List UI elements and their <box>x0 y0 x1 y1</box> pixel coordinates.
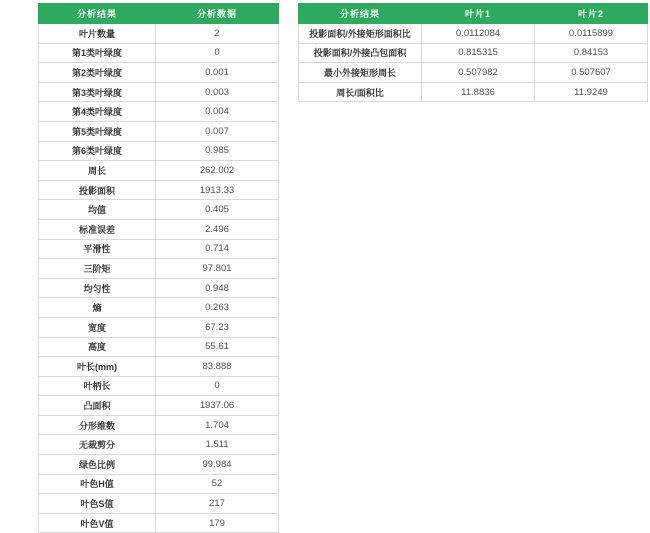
metric-label: 第5类叶绿度 <box>39 121 156 141</box>
metric-value: 0.985 <box>156 141 279 161</box>
table-row <box>39 121 279 141</box>
leaf1-value: 0.815315 <box>422 43 535 63</box>
column-header-analysis-result: 分析结果 <box>299 4 422 24</box>
metric-value: 0 <box>156 376 279 396</box>
leaf1-value: 0.0112084 <box>422 24 535 44</box>
right-table-header-row <box>299 4 648 24</box>
metric-label: 周长/面积比 <box>299 82 422 102</box>
metric-label: 叶片数量 <box>39 24 156 44</box>
metric-label: 周长 <box>39 161 156 181</box>
leaf2-value: 0.0115899 <box>535 24 648 44</box>
table-row <box>39 200 279 220</box>
table-row <box>39 278 279 298</box>
leaf1-value: 11.8836 <box>422 82 535 102</box>
metric-label: 第3类叶绿度 <box>39 82 156 102</box>
right-comparison-table <box>298 3 648 102</box>
left-table-header-row <box>39 4 279 24</box>
metric-value: 52 <box>156 474 279 494</box>
table-row <box>39 357 279 377</box>
table-row <box>39 337 279 357</box>
metric-label: 第6类叶绿度 <box>39 141 156 161</box>
metric-value: 1937.06 <box>156 396 279 416</box>
metric-label: 标准误差 <box>39 219 156 239</box>
metric-label: 叶柄长 <box>39 376 156 396</box>
table-row <box>39 455 279 475</box>
table-row <box>39 82 279 102</box>
leaf2-value: 11.9249 <box>535 82 648 102</box>
metric-label: 无裁剪分 <box>39 435 156 455</box>
table-row <box>39 435 279 455</box>
table-row <box>39 298 279 318</box>
metric-value: 55.61 <box>156 337 279 357</box>
metric-value: 67.23 <box>156 317 279 337</box>
metric-label: 叶色S值 <box>39 494 156 514</box>
table-row <box>39 415 279 435</box>
metric-label: 平滑性 <box>39 239 156 259</box>
leaf2-value: 0.507607 <box>535 63 648 83</box>
metric-value: 83.888 <box>156 357 279 377</box>
column-header-leaf2: 叶片2 <box>535 4 648 24</box>
metric-value: 0 <box>156 43 279 63</box>
table-row <box>39 376 279 396</box>
table-row <box>39 259 279 279</box>
table-row <box>39 494 279 514</box>
metric-value: 2 <box>156 24 279 44</box>
metric-value: 99.984 <box>156 455 279 475</box>
metric-value: 0.001 <box>156 63 279 83</box>
metric-value: 1913.33 <box>156 180 279 200</box>
metric-label: 凸面积 <box>39 396 156 416</box>
table-row <box>39 161 279 181</box>
table-row <box>39 239 279 259</box>
metric-value: 217 <box>156 494 279 514</box>
metric-value: 0.004 <box>156 102 279 122</box>
metric-label: 叶色V值 <box>39 513 156 533</box>
metric-label: 第2类叶绿度 <box>39 63 156 83</box>
metric-label: 绿色比例 <box>39 455 156 475</box>
left-table-body <box>39 24 279 533</box>
metric-label: 均值 <box>39 200 156 220</box>
table-row <box>39 43 279 63</box>
metric-value: 0.003 <box>156 82 279 102</box>
table-row <box>39 219 279 239</box>
table-row <box>39 24 279 44</box>
table-row <box>299 24 648 44</box>
table-row <box>39 141 279 161</box>
metric-value: 0.405 <box>156 200 279 220</box>
metric-label: 三阶矩 <box>39 259 156 279</box>
table-row <box>39 513 279 533</box>
table-row <box>299 82 648 102</box>
column-header-leaf1: 叶片1 <box>422 4 535 24</box>
table-row <box>39 396 279 416</box>
table-row <box>299 43 648 63</box>
metric-label: 高度 <box>39 337 156 357</box>
metric-label: 第1类叶绿度 <box>39 43 156 63</box>
leaf2-value: 0.84153 <box>535 43 648 63</box>
table-row <box>39 474 279 494</box>
metric-label: 投影面积/外接凸包面积 <box>299 43 422 63</box>
metric-value: 0.263 <box>156 298 279 318</box>
metric-label: 宽度 <box>39 317 156 337</box>
metric-label: 叶长(mm) <box>39 357 156 377</box>
table-row <box>39 63 279 83</box>
metric-value: 2.496 <box>156 219 279 239</box>
right-table-body <box>299 24 648 102</box>
metric-value: 262.002 <box>156 161 279 181</box>
leaf1-value: 0.507982 <box>422 63 535 83</box>
metric-value: 0.007 <box>156 121 279 141</box>
metric-label: 投影面积/外接矩形面积比 <box>299 24 422 44</box>
metric-label: 最小外接矩形周长 <box>299 63 422 83</box>
table-row <box>299 63 648 83</box>
metric-label: 第4类叶绿度 <box>39 102 156 122</box>
metric-label: 投影面积 <box>39 180 156 200</box>
metric-label: 叶色H值 <box>39 474 156 494</box>
metric-label: 熵 <box>39 298 156 318</box>
metric-value: 0.714 <box>156 239 279 259</box>
metric-value: 1.511 <box>156 435 279 455</box>
table-row <box>39 102 279 122</box>
column-header-analysis-result: 分析结果 <box>39 4 156 24</box>
metric-label: 分形维数 <box>39 415 156 435</box>
left-analysis-table <box>38 3 279 533</box>
metric-value: 1.704 <box>156 415 279 435</box>
metric-value: 97.801 <box>156 259 279 279</box>
metric-label: 均匀性 <box>39 278 156 298</box>
column-header-analysis-data: 分析数据 <box>156 4 279 24</box>
metric-value: 179 <box>156 513 279 533</box>
table-row <box>39 180 279 200</box>
metric-value: 0.948 <box>156 278 279 298</box>
table-row <box>39 317 279 337</box>
